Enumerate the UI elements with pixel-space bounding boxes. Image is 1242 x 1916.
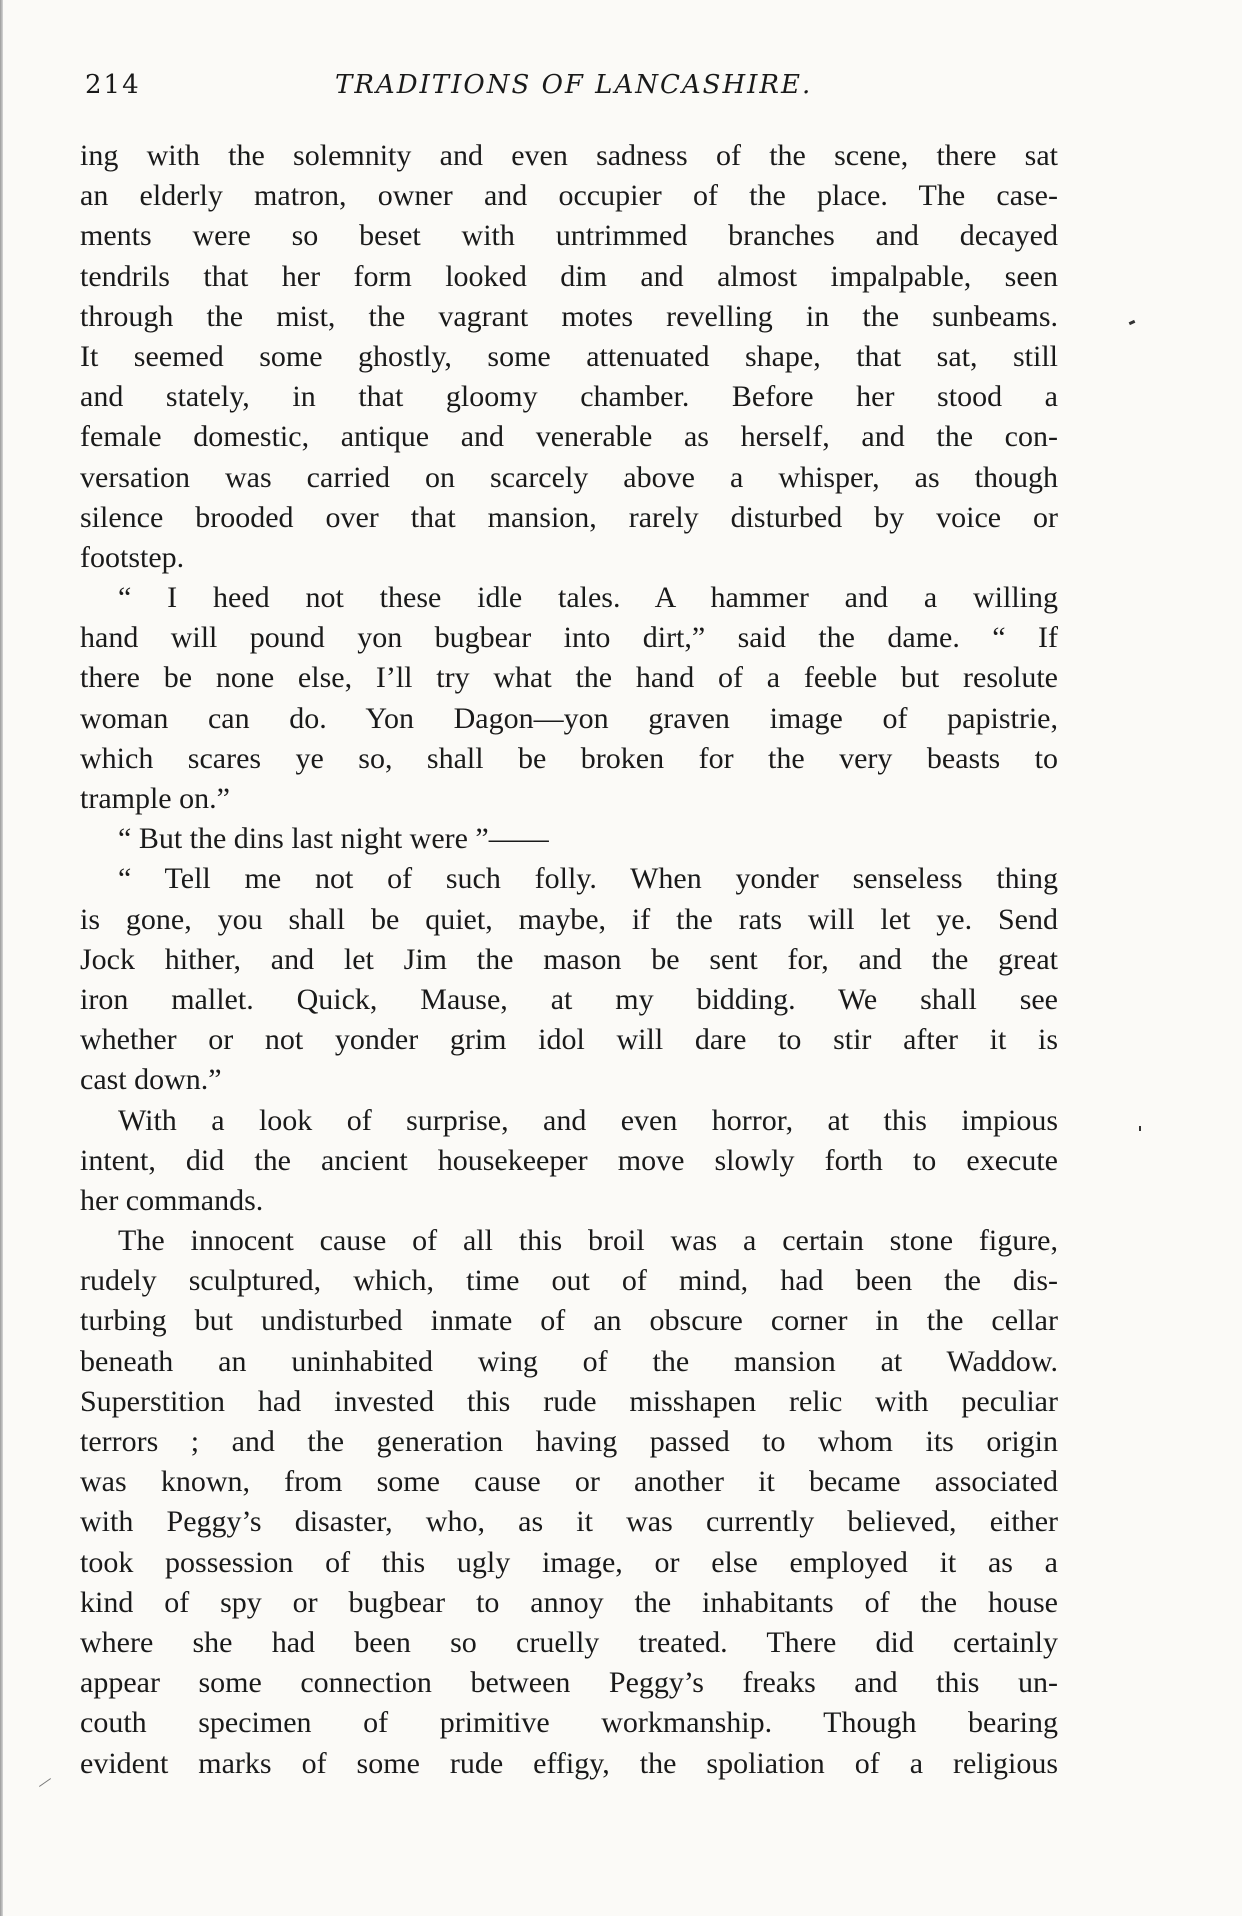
body-text bbox=[80, 136, 1058, 1784]
text-line: female domestic, antique and venerable as herself, and the con- bbox=[80, 420, 1058, 454]
text-line: tendrils that her form looked dim and almost impalpable, seen bbox=[80, 259, 1058, 293]
ink-speck bbox=[1139, 1126, 1141, 1131]
text-line: terrors ; and the generation having passed to whom its origin bbox=[80, 1425, 1058, 1458]
text-line: turbing but undisturbed inmate of an obscure corner in the cellar bbox=[80, 1304, 1058, 1338]
page-number: 214 bbox=[85, 70, 141, 100]
text-line: with Peggy’s disaster, who, as it was currently believed, either bbox=[80, 1505, 1058, 1539]
text-line: With a look of surprise, and even horror, at this impious bbox=[118, 1103, 1058, 1137]
text-line: kind of spy or bugbear to annoy the inhabitants of the house bbox=[80, 1585, 1058, 1619]
text-line: Jock hither, and let Jim the mason be sent for, and the great bbox=[80, 942, 1058, 976]
text-line: ments were so beset with untrimmed branches and decayed bbox=[80, 219, 1058, 253]
text-line: through the mist, the vagrant motes revelling in the sunbeams. bbox=[80, 299, 1058, 333]
text-line: “ Tell me not of such folly. When yonder senseless thing bbox=[118, 862, 1058, 896]
running-head bbox=[80, 70, 1058, 106]
book-page bbox=[80, 70, 1058, 1784]
text-line: versation was carried on scarcely above a whisper, as though bbox=[80, 460, 1058, 494]
text-line: is gone, you shall be quiet, maybe, if the rats will let ye. Send bbox=[80, 902, 1058, 936]
text-line: ing with the solemnity and even sadness of the scene, there sat bbox=[80, 139, 1058, 172]
text-line: footstep. bbox=[80, 540, 185, 574]
text-line: an elderly matron, owner and occupier of the place. The case- bbox=[80, 179, 1058, 213]
text-line: her commands. bbox=[80, 1183, 264, 1217]
text-line: The innocent cause of all this broil was a certain stone figure, bbox=[118, 1224, 1058, 1258]
text-line: woman can do. Yon Dagon—yon graven image of papistrie, bbox=[80, 701, 1058, 735]
ink-speck bbox=[1129, 320, 1136, 325]
text-line: was known, from some cause or another it became associated bbox=[80, 1465, 1058, 1499]
text-line: beneath an uninhabited wing of the mansion at Waddow. bbox=[80, 1344, 1058, 1378]
text-line: “ I heed not these idle tales. A hammer and a willing bbox=[118, 581, 1058, 615]
text-line: It seemed some ghostly, some attenuated shape, that sat, still bbox=[80, 339, 1058, 373]
text-line: silence brooded over that mansion, rarely disturbed by voice or bbox=[80, 500, 1058, 534]
text-line: there be none else, I’ll try what the hand of a feeble but resolute bbox=[80, 661, 1058, 695]
running-title: TRADITIONS OF LANCASHIRE. bbox=[335, 70, 813, 100]
text-line: hand will pound yon bugbear into dirt,” said the dame. “ If bbox=[80, 621, 1058, 655]
text-line: evident marks of some rude effigy, the spoliation of a religious bbox=[80, 1746, 1058, 1780]
page-edge-shadow bbox=[0, 0, 3, 1916]
text-line: couth specimen of primitive workmanship. Though bearing bbox=[80, 1706, 1058, 1740]
text-line: and stately, in that gloomy chamber. Before her stood a bbox=[80, 380, 1058, 414]
text-line: rudely sculptured, which, time out of mind, had been the dis- bbox=[80, 1264, 1058, 1298]
text-line: intent, did the ancient housekeeper move slowly forth to execute bbox=[80, 1143, 1058, 1177]
text-line: whether or not yonder grim idol will dare to stir after it is bbox=[80, 1023, 1058, 1057]
text-line: appear some connection between Peggy’s freaks and this un- bbox=[80, 1666, 1058, 1700]
text-line: iron mallet. Quick, Mause, at my bidding. We shall see bbox=[80, 982, 1058, 1016]
text-line: cast down.” bbox=[80, 1063, 222, 1097]
text-line: Superstition had invested this rude misshapen relic with peculiar bbox=[80, 1384, 1058, 1418]
ink-speck bbox=[39, 1778, 51, 1787]
text-line: which scares ye so, shall be broken for the very beasts to bbox=[80, 741, 1058, 775]
text-line: took possession of this ugly image, or else employed it as a bbox=[80, 1545, 1058, 1579]
text-line: trample on.” bbox=[80, 782, 230, 815]
text-line: “ But the dins last night were ”—— bbox=[118, 822, 549, 856]
text-line: where she had been so cruelly treated. There did certainly bbox=[80, 1625, 1058, 1659]
